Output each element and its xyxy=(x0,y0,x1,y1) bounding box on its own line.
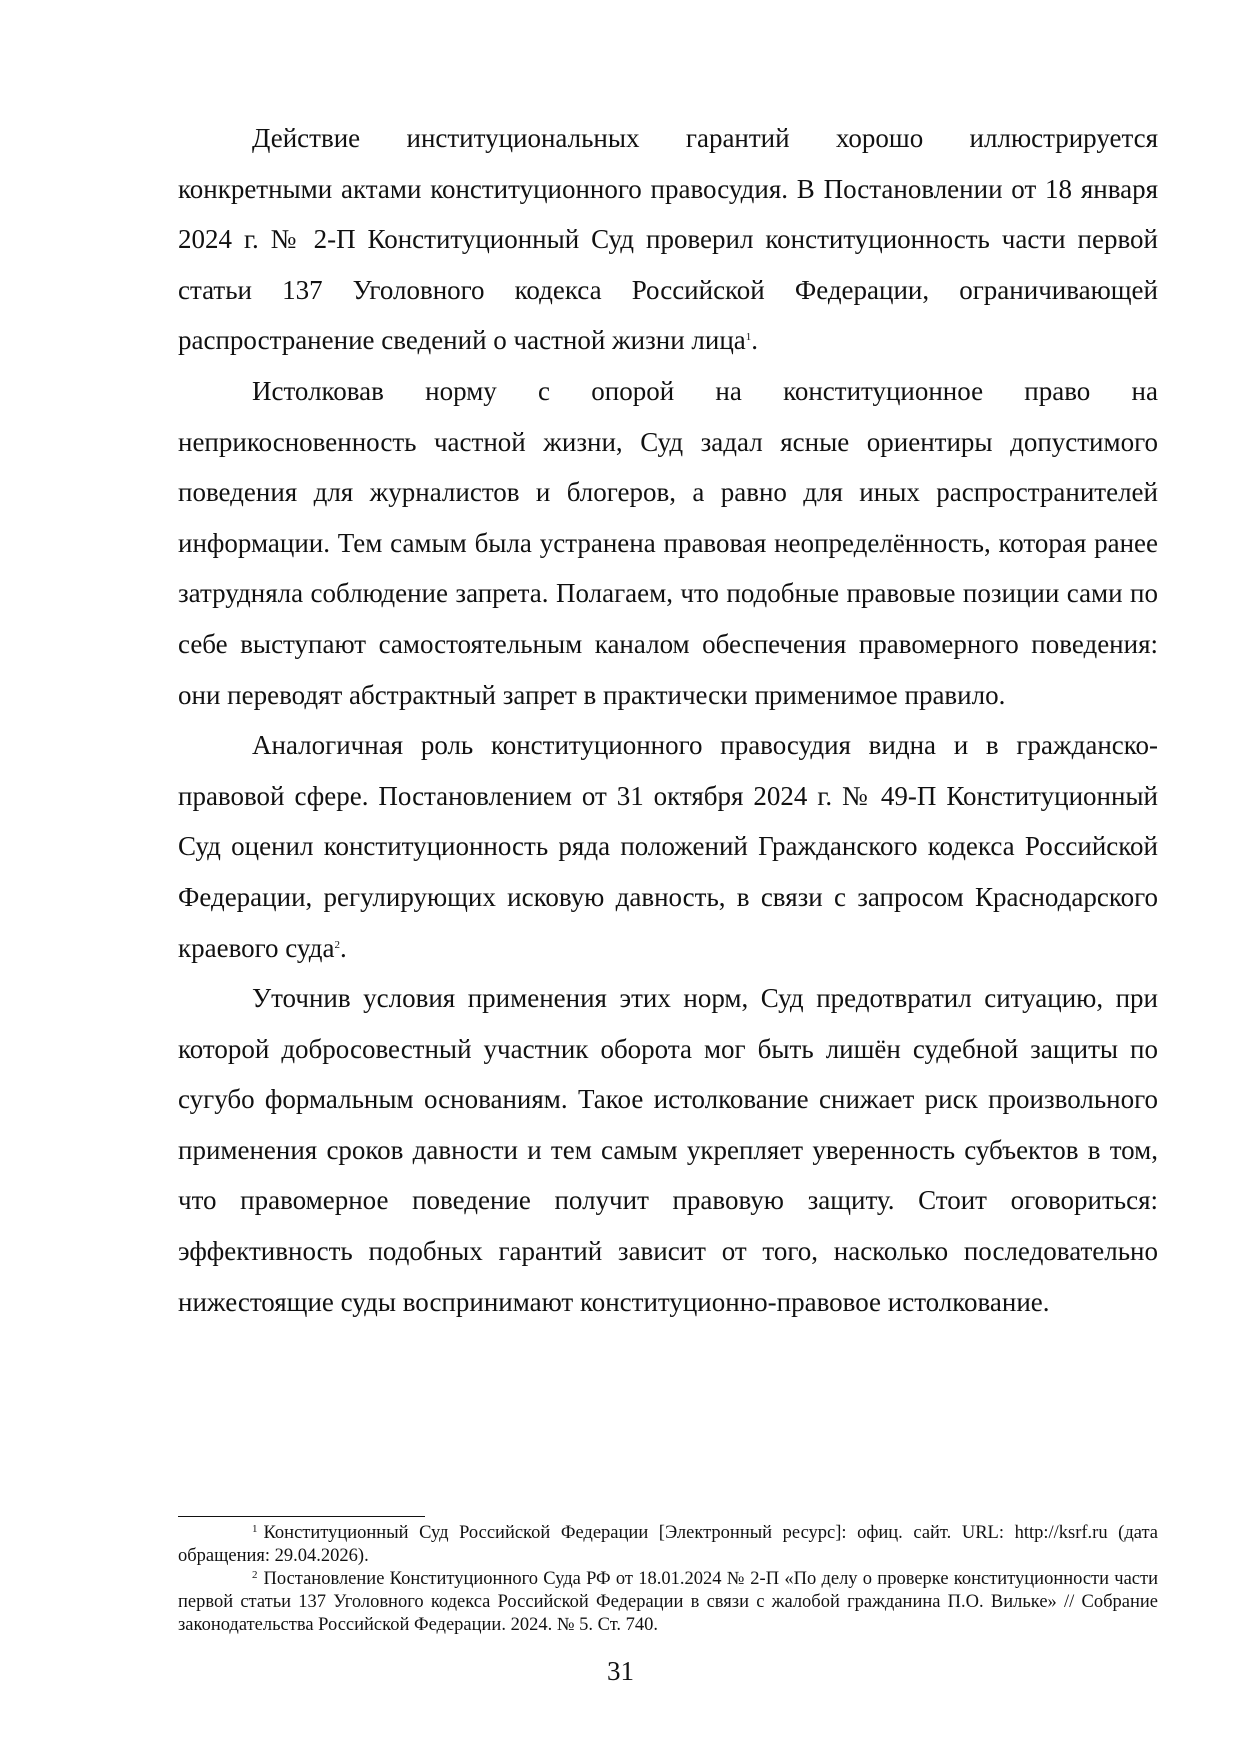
main-text xyxy=(178,113,1158,1327)
page-number: 31 xyxy=(607,1656,634,1686)
footnotes xyxy=(178,1522,1158,1637)
footnote-text: Конституционный Суд Российской Федерации [Электронный ресурс]: офиц. сайт. URL: http://ksrf.ru (дата обращения: 29.04.2026). xyxy=(178,1523,1158,1566)
paragraph-text: Аналогичная роль конституционного правосудия видна и в гражданско-правовой сфере. Постановлением от 31 октября 2024 г. № 49-П Конституционный Суд оценил конституционность ряда положений Гражданского кодекса Российской Федерации, регулирующих исковую давность, в связи с запросом Краснодарского краевого суда xyxy=(178,730,1158,963)
paragraph-3 xyxy=(178,720,1158,973)
footnote-1 xyxy=(178,1522,1158,1568)
footnote-ref-1[interactable]: 1 xyxy=(745,331,752,344)
paragraph-tail: . xyxy=(751,325,759,356)
paragraph-2 xyxy=(178,366,1158,720)
paragraph-text: Действие институциональных гарантий хорошо иллюстрируется конкретными актами конституционного правосудия. В Постановлении от 18 января 2024 г. № 2-П Конституционный Суд проверил конституционность части первой статьи 137 Уголовного кодекса Российской Федерации, ограничивающей распространение сведений о частной жизни лица xyxy=(178,123,1158,356)
paragraph-text: Истолковав норму с опорой на конституционное право на неприкосновенность частной жизни, Суд задал ясные ориентиры допустимого поведения для журналистов и блогеров, а равно для иных распространителей информации. Тем самым была устранена правовая неопределённость, которая ранее затрудняла соблюдение запрета. Полагаем, что подобные правовые позиции сами по себе выступают самостоятельным каналом обеспечения правомерного поведения: они переводят абстрактный запрет в практически применимое правило. xyxy=(178,375,1158,710)
paragraph-tail: . xyxy=(339,932,347,963)
paragraph-text: Уточнив условия применения этих норм, Суд предотвратил ситуацию, при которой добросовестный участник оборота мог быть лишён судебной защиты по сугубо формальным основаниям. Такое истолкование снижает риск произвольного применения сроков давности и тем самым укрепляет уверенность субъектов в том, что правомерное поведение получит правовую защиту. Стоит оговориться: эффективность подобных гарантий зависит от того, насколько последовательно нижестоящие суды воспринимают конституционно-правовое истолкование. xyxy=(178,983,1158,1317)
footnote-2 xyxy=(178,1568,1158,1637)
footnote-separator xyxy=(178,1516,425,1517)
footnote-ref-2[interactable]: 2 xyxy=(334,938,340,951)
footnote-number: 2 xyxy=(252,1569,258,1581)
paragraph-4 xyxy=(178,973,1158,1327)
paragraph-1 xyxy=(178,113,1158,366)
footnote-number: 1 xyxy=(252,1523,258,1535)
footnote-text: Постановление Конституционного Суда РФ от 18.01.2024 № 2-П «По делу о проверке конституционности части первой статьи 137 Уголовного кодекса Российской Федерации в связи с жалобой гражданина П.О. Вильке» // Собрание законодательства Российской Федерации. 2024. № 5. Ст. 740. xyxy=(178,1569,1158,1635)
